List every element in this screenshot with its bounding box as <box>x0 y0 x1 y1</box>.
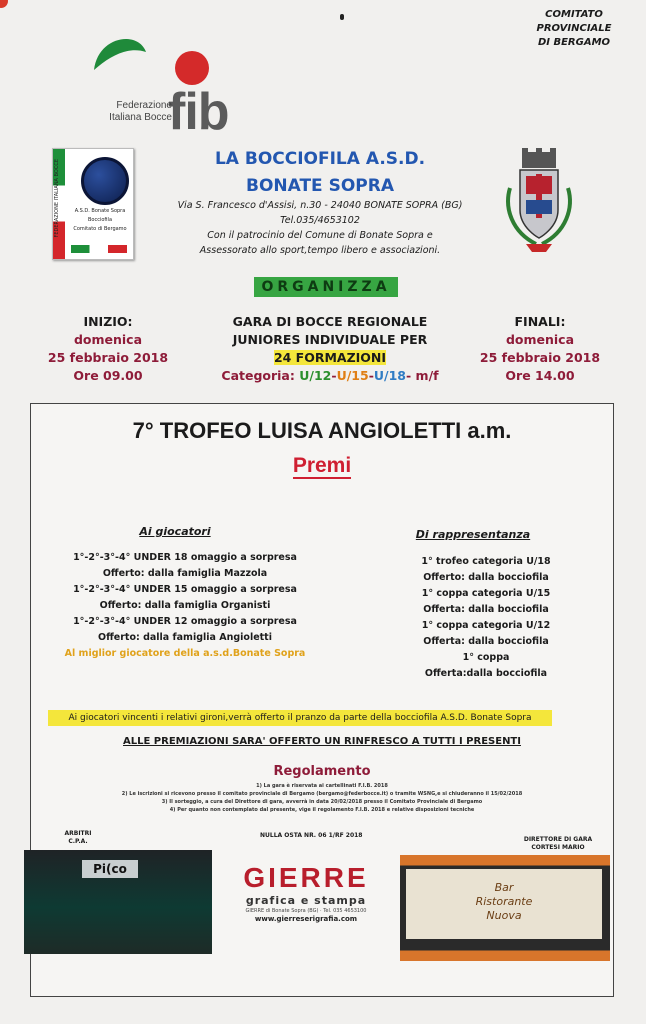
prizes-heading <box>30 454 614 478</box>
club-name <box>140 146 500 200</box>
category-u18: U/18 <box>373 368 407 383</box>
list-item: 1°-2°-3°-4° UNDER 15 omaggio a sorpresa <box>73 584 297 595</box>
comitato-line: DI BERGAMO <box>537 37 611 48</box>
list-item: Offerta:dalla bocciofila <box>424 668 548 679</box>
list-item: 1°-2°-3°-4° UNDER 18 omaggio a sorpresa <box>73 552 297 563</box>
competition-line: JUNIORES INDIVIDUALE PER <box>232 332 428 347</box>
rule-item: 2) Le iscrizioni si ricevono presso il comitato provinciale di Bergamo (bergamo@federbocce.it) o tramite WSNG,e si chiuderanno il 15/02/2018 <box>121 791 523 797</box>
list-item: Offerta: dalla bocciofila <box>423 636 549 647</box>
players-section-title: Ai giocatori <box>139 525 211 538</box>
category-u12: U/12 <box>299 368 332 383</box>
start-date: 25 febbraio 2018 <box>47 350 169 365</box>
sponsor-photo-right <box>400 855 610 961</box>
list-item: 1° coppa categoria U/15 <box>421 588 551 599</box>
best-player-line: Al miglior giocatore della a.s.d.Bonate Sopra <box>64 648 306 659</box>
permit-number: NULLA OSTA NR. 06 1/RF 2018 <box>260 832 363 839</box>
rules-list <box>80 782 564 814</box>
players-prizes-list <box>56 550 314 662</box>
finals-date: 25 febbraio 2018 <box>479 350 601 365</box>
bocce-ball-icon <box>81 157 129 205</box>
category-suffix: - m/f <box>406 368 439 383</box>
rule-item: 4) Per quanto non contemplato dal presente, vige il regolamento F.I.B. 2018 e relative disposizioni tecniche <box>169 807 475 813</box>
badge-vertical-text: FEDERAZIONE ITALIANA BOCCE <box>54 159 60 238</box>
category-sep: - <box>331 368 337 383</box>
patronage-line: Con il patrocinio del Comune di Bonate Sopra e <box>207 230 433 241</box>
rule-item: 1) La gara è riservata ai cartellinati F.I.B. 2018 <box>256 783 388 789</box>
refreshment-notice: ALLE PREMIAZIONI SARA' OFFERTO UN RINFRESCO A TUTTI I PRESENTI <box>123 736 521 747</box>
club-badge-logo <box>52 148 134 260</box>
finals-time: Ore 14.00 <box>505 368 575 383</box>
fib-federation-line: Italiana Bocce <box>109 112 172 123</box>
category-label: Categoria: <box>221 368 300 383</box>
comitato-line: COMITATO <box>545 9 603 20</box>
badge-text <box>69 207 131 234</box>
finals-label: FINALI: <box>514 314 566 329</box>
competition-line: GARA DI BOCCE REGIONALE <box>232 314 428 329</box>
fib-federation-line: Federazione <box>116 100 172 111</box>
race-director-label <box>508 836 608 852</box>
start-time: Ore 09.00 <box>73 368 143 383</box>
list-item: 1° coppa categoria U/12 <box>421 620 551 631</box>
category-line <box>190 367 470 385</box>
list-item: Offerto: dalla famiglia Mazzola <box>102 568 268 579</box>
referees-label <box>58 830 98 846</box>
list-item: Offerta: dalla bocciofila <box>423 604 549 615</box>
fib-federation-text <box>100 100 172 124</box>
finals-info <box>472 313 608 385</box>
comitato-label <box>514 8 634 50</box>
patronage-line: Assessorato allo sport,tempo libero e associazioni. <box>199 245 441 256</box>
gierre-address: GIERRE di Bonate Sopra (BG) · Tel. 035 4653100 <box>245 908 367 914</box>
gierre-brand: GIERRE <box>243 862 369 893</box>
sponsor-banner <box>406 869 602 939</box>
gierre-subtitle: grafica e stampa <box>245 894 367 907</box>
list-item: Offerto: dalla bocciofila <box>423 572 549 583</box>
fib-green-leaf <box>94 39 146 70</box>
badge-line: Comitato di Bergamo <box>73 226 127 232</box>
list-item: 1° coppa <box>462 652 510 663</box>
fib-red-ball <box>175 51 209 85</box>
gierre-website: www.gierreserigrafia.com <box>254 915 358 923</box>
phone-line: Tel.035/4653102 <box>280 215 360 226</box>
lunch-notice-highlight: Ai giocatori vincenti i relativi gironi,verrà offerto il pranzo da parte della bocciofila A.S.D. Bonate Sopra <box>48 710 552 726</box>
category-u15: U/15 <box>336 368 369 383</box>
referees-line: C.P.A. <box>68 838 88 845</box>
representation-prizes-list <box>406 554 566 682</box>
gierre-sponsor-logo <box>226 862 386 923</box>
comitato-line: PROVINCIALE <box>536 23 612 34</box>
organizza-banner: ORGANIZZA <box>254 277 398 297</box>
competition-info <box>190 313 470 385</box>
representation-section-title: Di rappresentanza <box>415 528 531 541</box>
trophy-title: 7° TROFEO LUISA ANGIOLETTI a.m. <box>132 418 512 443</box>
municipal-crest-icon <box>500 148 578 258</box>
pin-mark <box>340 14 344 20</box>
sponsor-sign: Pi(co <box>82 860 138 878</box>
prizes-heading-text: Premi <box>292 454 352 477</box>
badge-line: A.S.D. Bonate Sopra <box>74 208 126 214</box>
banner-line: Nuova <box>486 909 522 922</box>
list-item: Offerto: dalla famiglia Organisti <box>99 600 271 611</box>
banner-line: Bar <box>494 881 514 894</box>
director-line: DIRETTORE DI GARA <box>523 836 593 843</box>
start-info <box>46 313 170 385</box>
sponsor-photo-left <box>24 850 212 954</box>
club-name-line: BONATE SOPRA <box>245 176 394 196</box>
rules-heading: Regolamento <box>273 764 371 779</box>
finals-day: domenica <box>505 332 575 347</box>
formations-highlight: 24 FORMAZIONI <box>273 350 387 365</box>
referees-line: ARBITRI <box>64 830 92 837</box>
fib-brand-text: fib <box>168 83 229 141</box>
list-item: Offerto: dalla famiglia Angioletti <box>98 632 272 643</box>
director-line: CORTESI MARIO <box>531 844 585 851</box>
list-item: 1°-2°-3°-4° UNDER 12 omaggio a sorpresa <box>73 616 297 627</box>
club-name-line: LA BOCCIOFILA A.S.D. <box>214 149 426 169</box>
tricolor-flag <box>71 245 127 253</box>
corner-pin <box>0 0 8 8</box>
start-day: domenica <box>73 332 143 347</box>
club-address <box>140 198 500 258</box>
start-label: INIZIO: <box>83 314 133 329</box>
badge-line: Bocciofila <box>87 217 113 223</box>
banner-line: Ristorante <box>475 895 533 908</box>
address-line: Via S. Francesco d'Assisi, n.30 - 24040 BONATE SOPRA (BG) <box>177 200 463 211</box>
rule-item: 3) Il sorteggio, a cura del Direttore di gara, avverrà in data 20/02/2018 presso il Comitato Provinciale di Bergamo <box>161 799 483 805</box>
category-sep: - <box>368 368 374 383</box>
list-item: 1° trofeo categoria U/18 <box>421 556 551 567</box>
